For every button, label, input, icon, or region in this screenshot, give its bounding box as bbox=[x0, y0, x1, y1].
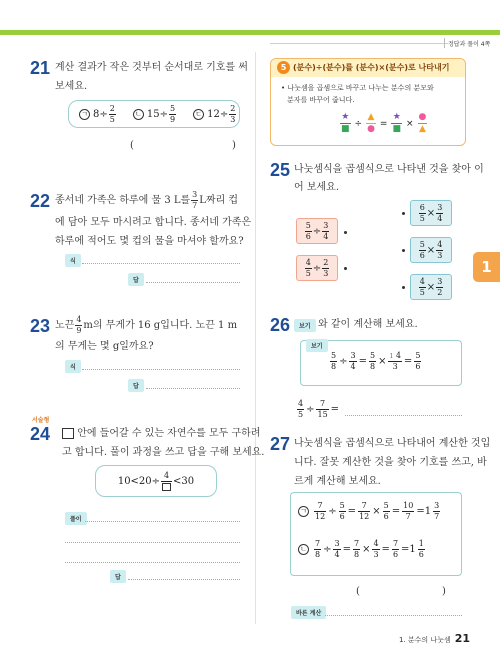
q24-solution-line-1[interactable] bbox=[85, 521, 240, 522]
q26-example-label: 보기 bbox=[306, 339, 328, 352]
q27-fix-line[interactable] bbox=[325, 615, 462, 616]
q25-right-dot-1[interactable] bbox=[402, 212, 405, 215]
chapter-tab[interactable]: 1 bbox=[473, 252, 500, 282]
header-rule bbox=[270, 43, 448, 44]
q24-answer-line[interactable] bbox=[128, 579, 240, 580]
q24-inequality-box bbox=[95, 465, 217, 497]
q25-right-dot-2[interactable] bbox=[402, 249, 405, 252]
q22-answer-label: 답 bbox=[128, 273, 144, 286]
concept-body: • 나눗셈을 곱셈으로 바꾸고 나누는 분수의 분모와 분자를 바꾸어 줍니다. bbox=[281, 84, 434, 104]
q26-instruction: 와 같이 계산해 보세요. bbox=[318, 319, 418, 330]
fraction: $\frac{3}{7}$ bbox=[192, 190, 198, 210]
concept-panel bbox=[270, 58, 466, 146]
q22-expression-label: 식 bbox=[65, 254, 81, 267]
fraction: 4 bbox=[161, 472, 172, 491]
q27-choice-a[interactable]: ㄱ $\frac{7}{12}$ ÷ $\frac{5}{6}$ = $\frac{7}{12}$ × $\frac{5}{6}$ = $\frac{10}{7}$ =1 $\frac{3}{7}$ bbox=[298, 502, 441, 521]
q24-solution-line-2[interactable] bbox=[65, 542, 240, 543]
q25-text-line2: 어 보세요. bbox=[294, 182, 339, 193]
q22-text-line2: 에 담아 모두 마시려고 합니다. 종서네 가족은 bbox=[55, 217, 252, 228]
q25-text-line1: 나눗셈식을 곱셈식으로 나타낸 것을 찾아 이 bbox=[294, 164, 484, 175]
q24-solution-label: 풀이 bbox=[65, 512, 87, 525]
fraction: $\frac{2}{3}$ bbox=[230, 103, 236, 124]
q23-number: 23 bbox=[30, 316, 51, 336]
q27-answer-close[interactable]: ) bbox=[442, 586, 446, 597]
q24-inequality: 10<20÷ 4 <30 bbox=[118, 472, 194, 491]
fraction: $\frac{▲}{●}$ bbox=[367, 112, 375, 134]
q21-answer-close[interactable]: ) bbox=[232, 140, 236, 151]
concept-formula: $\frac{★}{■}$ ÷ $\frac{▲}{●}$ = $\frac{★}{■}$ × $\frac{●}{▲}$ bbox=[341, 112, 427, 134]
q26-problem: $\frac{4}{5}$ ÷ $\frac{7}{15}$ = bbox=[298, 399, 340, 419]
q22-text-line3: 하루에 적어도 몇 컵의 물을 마셔야 할까요? bbox=[55, 236, 244, 247]
mark-a: ㄱ bbox=[298, 506, 309, 517]
q23-expression-label: 식 bbox=[65, 360, 81, 373]
q24-solution-line-3[interactable] bbox=[65, 562, 240, 563]
q22-expression-line[interactable] bbox=[82, 263, 240, 264]
concept-title: 5 (분수)÷(분수)를 (분수)×(분수)로 나타내기 bbox=[271, 59, 465, 77]
header-section-label: 정답과 풀이 4쪽 bbox=[448, 41, 491, 48]
fraction: $\frac{★}{■}$ bbox=[392, 112, 401, 134]
q21-text-line2: 보세요. bbox=[55, 81, 88, 92]
q22-number: 22 bbox=[30, 191, 51, 211]
blank-box-icon bbox=[62, 428, 74, 439]
q25-right-dot-3[interactable] bbox=[402, 286, 405, 289]
q22-text-line1: 종서네 가족은 하루에 물 3 L를 $\frac{3}{7}$ L짜리 컵 bbox=[55, 190, 239, 210]
fraction: $\frac{★}{■}$ bbox=[341, 112, 350, 134]
q27-choice-b[interactable]: ㄴ $\frac{7}{8}$ ÷ $\frac{3}{4}$ = $\frac{7}{8}$ × $\frac{4}{3}$ = $\frac{7}{6}$ =1 $\frac{1}{6}$ bbox=[298, 540, 426, 559]
q27-text-line1: 나눗셈식을 곱셈식으로 나타내어 계산한 것입 bbox=[294, 438, 491, 449]
q25-right-expr-1[interactable]: $\frac{6}{5}$ × $\frac{3}{4}$ bbox=[410, 200, 452, 226]
q21-options-box bbox=[68, 100, 240, 128]
q23-text-line2: 의 무게는 몇 g일까요? bbox=[55, 341, 154, 352]
fraction: $\frac{4}{9}$ bbox=[76, 315, 82, 335]
q25-left-expr-2[interactable]: $\frac{4}{5}$ ÷ $\frac{2}{3}$ bbox=[296, 255, 338, 281]
q22-answer-line[interactable] bbox=[146, 282, 240, 283]
page-footer: 1. 분수의 나눗셈 21 bbox=[398, 632, 470, 645]
column-divider bbox=[255, 52, 256, 624]
mark-b: ㄴ bbox=[298, 544, 309, 555]
q27-fix-label: 바른 계산 bbox=[291, 606, 326, 619]
q27-text-line3: 르게 계산해 보세요. bbox=[294, 476, 381, 487]
q25-left-dot-2[interactable] bbox=[344, 267, 347, 270]
q24-text-line2: 고 합니다. 풀이 과정을 쓰고 답을 구해 보세요. bbox=[62, 447, 265, 458]
q21-answer-open[interactable]: ( bbox=[130, 140, 134, 151]
fraction: $\frac{2}{5}$ bbox=[109, 103, 115, 124]
q21-option-a[interactable]: ㄱ 8÷ $\frac{2}{5}$ bbox=[79, 105, 117, 124]
q27-text-line2: 니다. 잘못 계산한 것을 찾아 기호를 쓰고, 바 bbox=[294, 457, 487, 468]
q26-number: 26 bbox=[270, 315, 291, 335]
q26-example-calc: $\frac{5}{8}$ ÷ $\frac{3}{4}$ = $\frac{5}{8}$ × $\frac{1 4}{3}$ = $\frac{5}{6}$ bbox=[331, 351, 421, 371]
mark-a: ㄱ bbox=[79, 109, 90, 120]
mark-b: ㄴ bbox=[133, 109, 144, 120]
top-accent-bar bbox=[0, 30, 500, 35]
q25-number: 25 bbox=[270, 160, 291, 180]
q25-right-expr-3[interactable]: $\frac{4}{5}$ × $\frac{3}{2}$ bbox=[410, 274, 452, 300]
q25-left-expr-1[interactable]: $\frac{5}{6}$ ÷ $\frac{3}{4}$ bbox=[296, 218, 338, 244]
q23-answer-label: 답 bbox=[128, 379, 144, 392]
descriptive-badge: 서술형 bbox=[32, 417, 50, 424]
q26-answer-line[interactable] bbox=[345, 415, 462, 416]
q26-example-tag: 보기 bbox=[294, 319, 316, 332]
q21-option-b[interactable]: ㄴ 15÷ $\frac{5}{9}$ bbox=[133, 105, 177, 124]
q27-number: 27 bbox=[270, 434, 291, 454]
q23-expression-line[interactable] bbox=[82, 369, 240, 370]
fraction: $\frac{5}{9}$ bbox=[169, 103, 176, 124]
fraction: $\frac{●}{▲}$ bbox=[418, 112, 427, 134]
q25-right-expr-2[interactable]: $\frac{5}{6}$ × $\frac{4}{3}$ bbox=[410, 237, 452, 263]
q21-number: 21 bbox=[30, 58, 51, 78]
q24-answer-label: 답 bbox=[110, 570, 126, 583]
q21-option-c[interactable]: ㄷ 12÷ $\frac{2}{3}$ bbox=[193, 105, 237, 124]
q24-text-line1: 안에 들어갈 수 있는 자연수를 모두 구하려 bbox=[62, 424, 260, 443]
q25-left-dot-1[interactable] bbox=[344, 231, 347, 234]
mark-c: ㄷ bbox=[193, 109, 204, 120]
q23-text-line1: 노끈 $\frac{4}{9}$ m의 무게가 16 g입니다. 노끈 1 m bbox=[55, 315, 238, 335]
q21-text-line1: 계산 결과가 작은 것부터 순서대로 기호를 써 bbox=[55, 62, 248, 73]
q23-answer-line[interactable] bbox=[146, 388, 240, 389]
q24-number: 24 bbox=[30, 424, 51, 444]
header-separator bbox=[444, 38, 445, 48]
q27-answer-open[interactable]: ( bbox=[356, 586, 360, 597]
